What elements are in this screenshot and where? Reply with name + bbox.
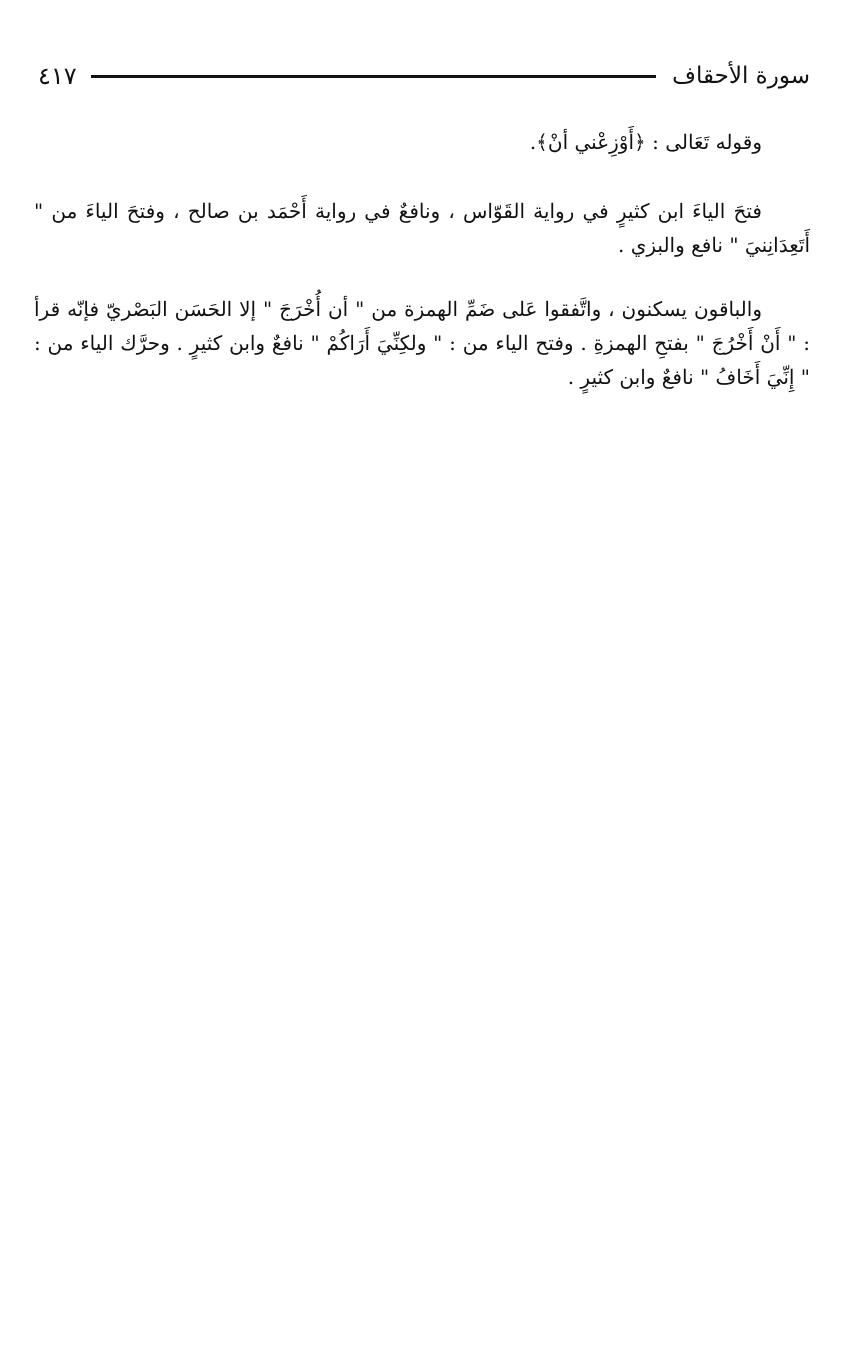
paragraph-2: والباقون يسكنون ، واتَّفقوا عَلى ضَمِّ الهمزة من " أن أُخْرَجَ " إلا الحَسَن البَصْريّ فإنّه قرأ : " أَنْ أَخْرُجَ " بفتحِ الهمزةِ . وفتح الياء من : " ولكِنِّيَ أَرَاكُمْ " نافعٌ وابن كثيرٍ . وحرَّك الياء من : " إِنِّيَ أَخَافُ " نافعٌ وابن كثيرٍ . (34, 297, 810, 389)
surah-title: سورة الأحقاف (672, 63, 810, 89)
verse-reference: وقوله تَعَالى : ﴿أَوْزِعْني أنْ﴾. (529, 130, 762, 154)
page-content (34, 124, 810, 424)
running-header (38, 58, 810, 94)
page-number: ٤١٧ (38, 62, 77, 90)
header-rule (91, 75, 656, 78)
paragraph-1: فتحَ الياءَ ابن كثيرٍ في رواية القَوّاس ، ونافعٌ في رواية أَحْمَد بن صالح ، وفتحَ الياءَ من " أَتَعِدَانِنيَ " نافع والبزي . (34, 199, 810, 257)
